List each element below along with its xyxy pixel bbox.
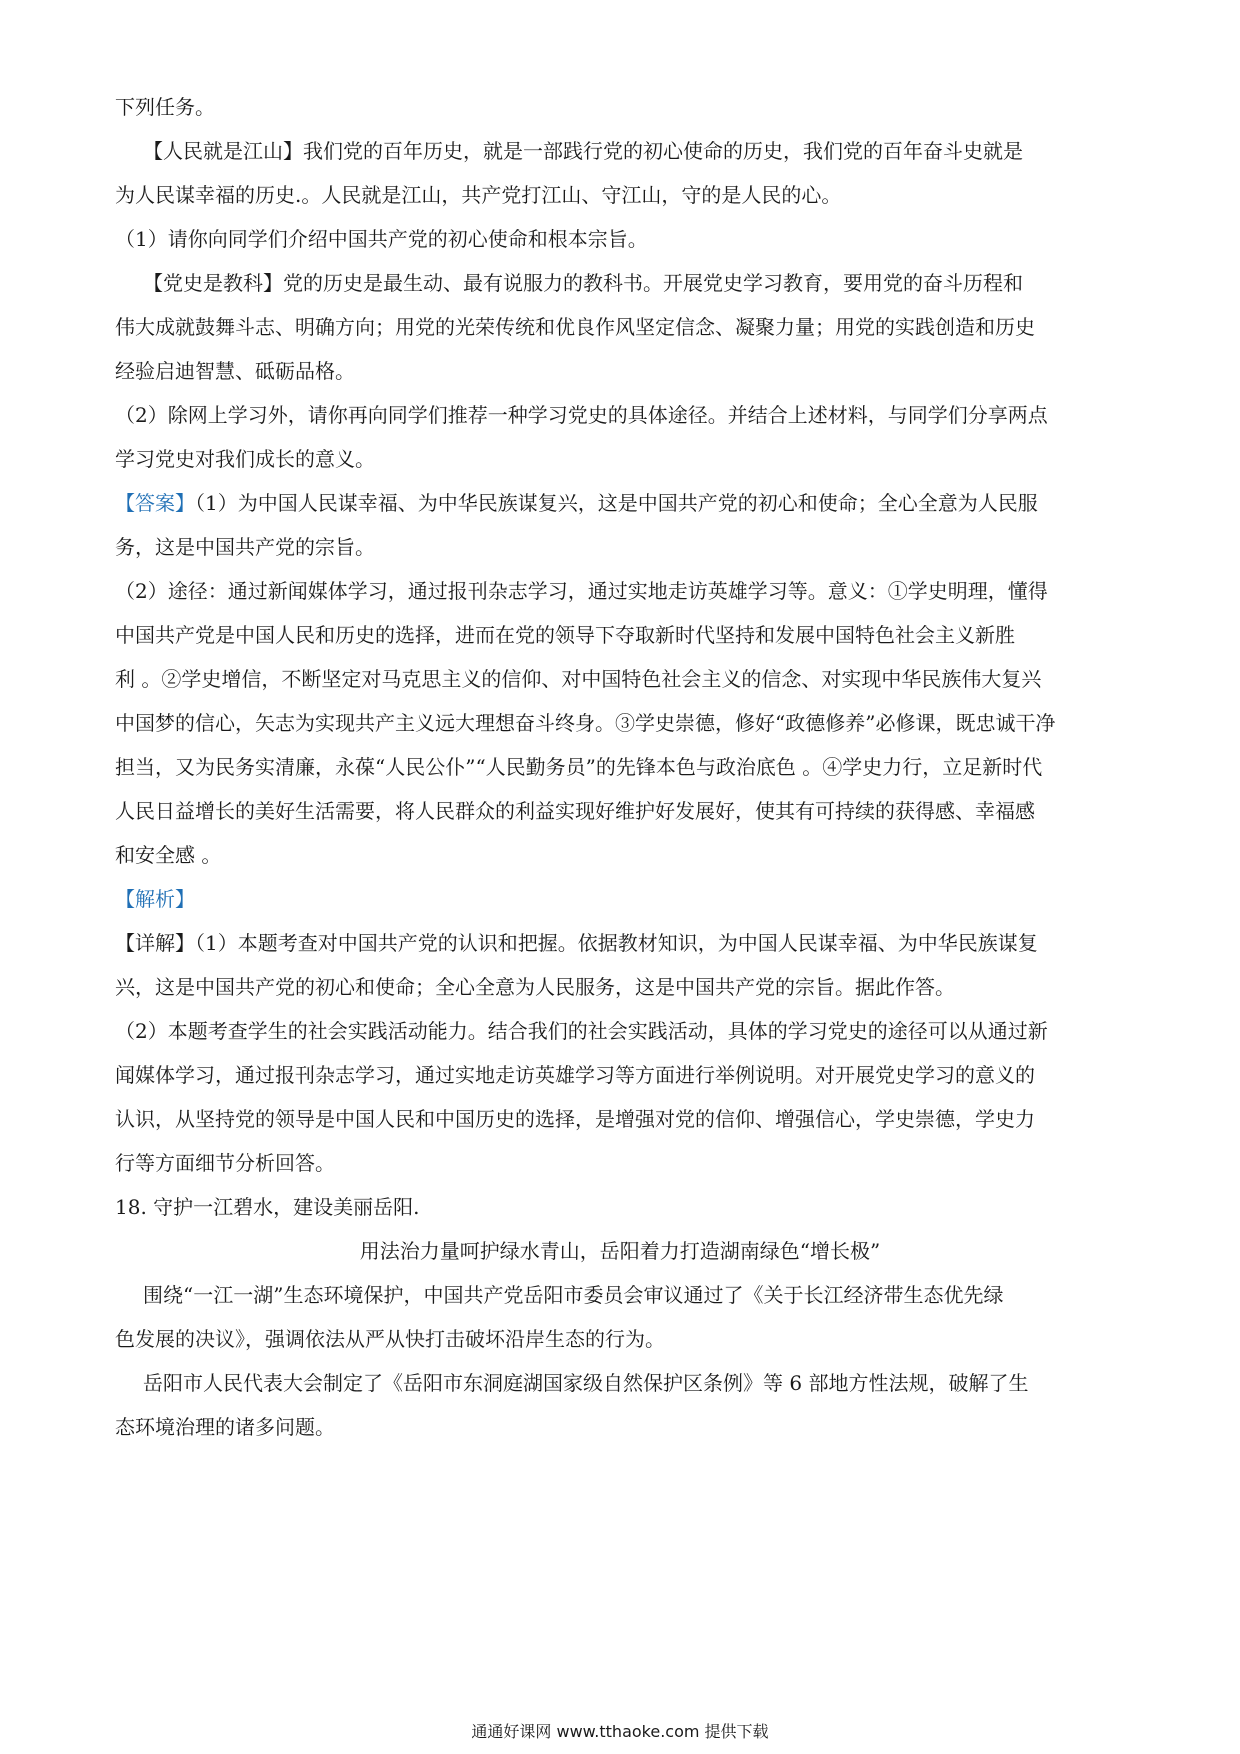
text-line: 学习党史对我们成长的意义。	[115, 447, 375, 471]
analysis-label: 【解析】	[115, 887, 195, 911]
text-line: 中国共产党是中国人民和历史的选择，进而在党的领导下夺取新时代坚持和发展中国特色社会主义新胜	[115, 623, 1015, 647]
text-line: 态环境治理的诸多问题。	[115, 1415, 335, 1439]
material-title: 用法治力量呵护绿水青山，岳阳着力打造湖南绿色“增长极”	[359, 1239, 881, 1263]
text-line: 担当，又为民务实清廉，永葆“人民公仆”“人民勤务员”的先锋本色与政治底色 。④学史力行，立足新时代	[115, 755, 1043, 779]
text-line: 为人民谋幸福的历史.。人民就是江山，共产党打江山、守江山，守的是人民的心。	[115, 183, 842, 207]
answer-label: 【答案】	[115, 491, 195, 515]
detail-text: （1）本题考查对中国共产党的认识和把握。依据教材知识，为中国人民谋幸福、为中华民族谋复	[195, 931, 1038, 955]
text-line: 认识，从坚持党的领导是中国人民和中国历史的选择，是增强对党的信仰、增强信心，学史崇德，学史力	[115, 1107, 1035, 1131]
text-line: 利 。②学史增信，不断坚定对马克思主义的信仰、对中国特色社会主义的信念、对实现中华民族伟大复兴	[115, 667, 1042, 691]
text-line: 务，这是中国共产党的宗旨。	[115, 535, 375, 559]
material-paragraph-2: 岳阳市人民代表大会制定了《岳阳市东洞庭湖国家级自然保护区条例》等 6 部地方性法规，破解了生	[143, 1371, 1029, 1395]
text-line: 伟大成就鼓舞斗志、明确方向；用党的光荣传统和优良作风坚定信念、凝聚力量；用党的实践创造和历史	[115, 315, 1035, 339]
material-people-is-jiangshan: 【人民就是江山】我们党的百年历史，就是一部践行党的初心使命的历史，我们党的百年奋斗史就是	[143, 139, 1023, 163]
text-line: 中国梦的信心，矢志为实现共产主义远大理想奋斗终身。③学史崇德，修好“政德修养”必修课，既忠诚干净	[115, 711, 1056, 735]
text-line: 闻媒体学习，通过报刊杂志学习，通过实地走访英雄学习等方面进行举例说明。对开展党史学习的意义的	[115, 1063, 1035, 1087]
text-line: 人民日益增长的美好生活需要，将人民群众的利益实现好维护好发展好，使其有可持续的获得感、幸福感	[115, 799, 1035, 823]
answer-part-2: （2）途径：通过新闻媒体学习，通过报刊杂志学习，通过实地走访英雄学习等。意义：①学史明理，懂得	[115, 579, 1048, 603]
text-line: 色发展的决议》，强调依法从严从快打击破坏沿岸生态的行为。	[115, 1327, 665, 1351]
question-1: （1）请你向同学们介绍中国共产党的初心使命和根本宗旨。	[115, 227, 648, 251]
question-18: 18. 守护一江碧水，建设美丽岳阳.	[115, 1195, 420, 1219]
detail-label: 【详解】	[115, 931, 195, 955]
detail-line	[115, 931, 1135, 955]
text-line: 行等方面细节分析回答。	[115, 1151, 335, 1175]
question-2: （2）除网上学习外，请你再向同学们推荐一种学习党史的具体途径。并结合上述材料，与同学们分享两点	[115, 403, 1048, 427]
material-party-history: 【党史是教科】党的历史是最生动、最有说服力的教科书。开展党史学习教育，要用党的奋斗历程和	[143, 271, 1023, 295]
text-line: 和安全感 。	[115, 843, 222, 867]
text-line: 兴，这是中国共产党的初心和使命；全心全意为人民服务，这是中国共产党的宗旨。据此作答。	[115, 975, 955, 999]
answer-text: （1）为中国人民谋幸福、为中华民族谋复兴，这是中国共产党的初心和使命；全心全意为人民服	[195, 491, 1038, 515]
footer-source: 通通好课网 www.tthaoke.com 提供下载	[471, 1722, 769, 1741]
text-line: 下列任务。	[115, 95, 215, 119]
material-paragraph-1: 围绕“一江一湖”生态环境保护，中国共产党岳阳市委员会审议通过了《关于长江经济带生态优先绿	[143, 1283, 1004, 1307]
detail-part-2: （2）本题考查学生的社会实践活动能力。结合我们的社会实践活动，具体的学习党史的途径可以从通过新	[115, 1019, 1048, 1043]
answer-line	[115, 491, 1135, 515]
text-line: 经验启迪智慧、砥砺品格。	[115, 359, 355, 383]
